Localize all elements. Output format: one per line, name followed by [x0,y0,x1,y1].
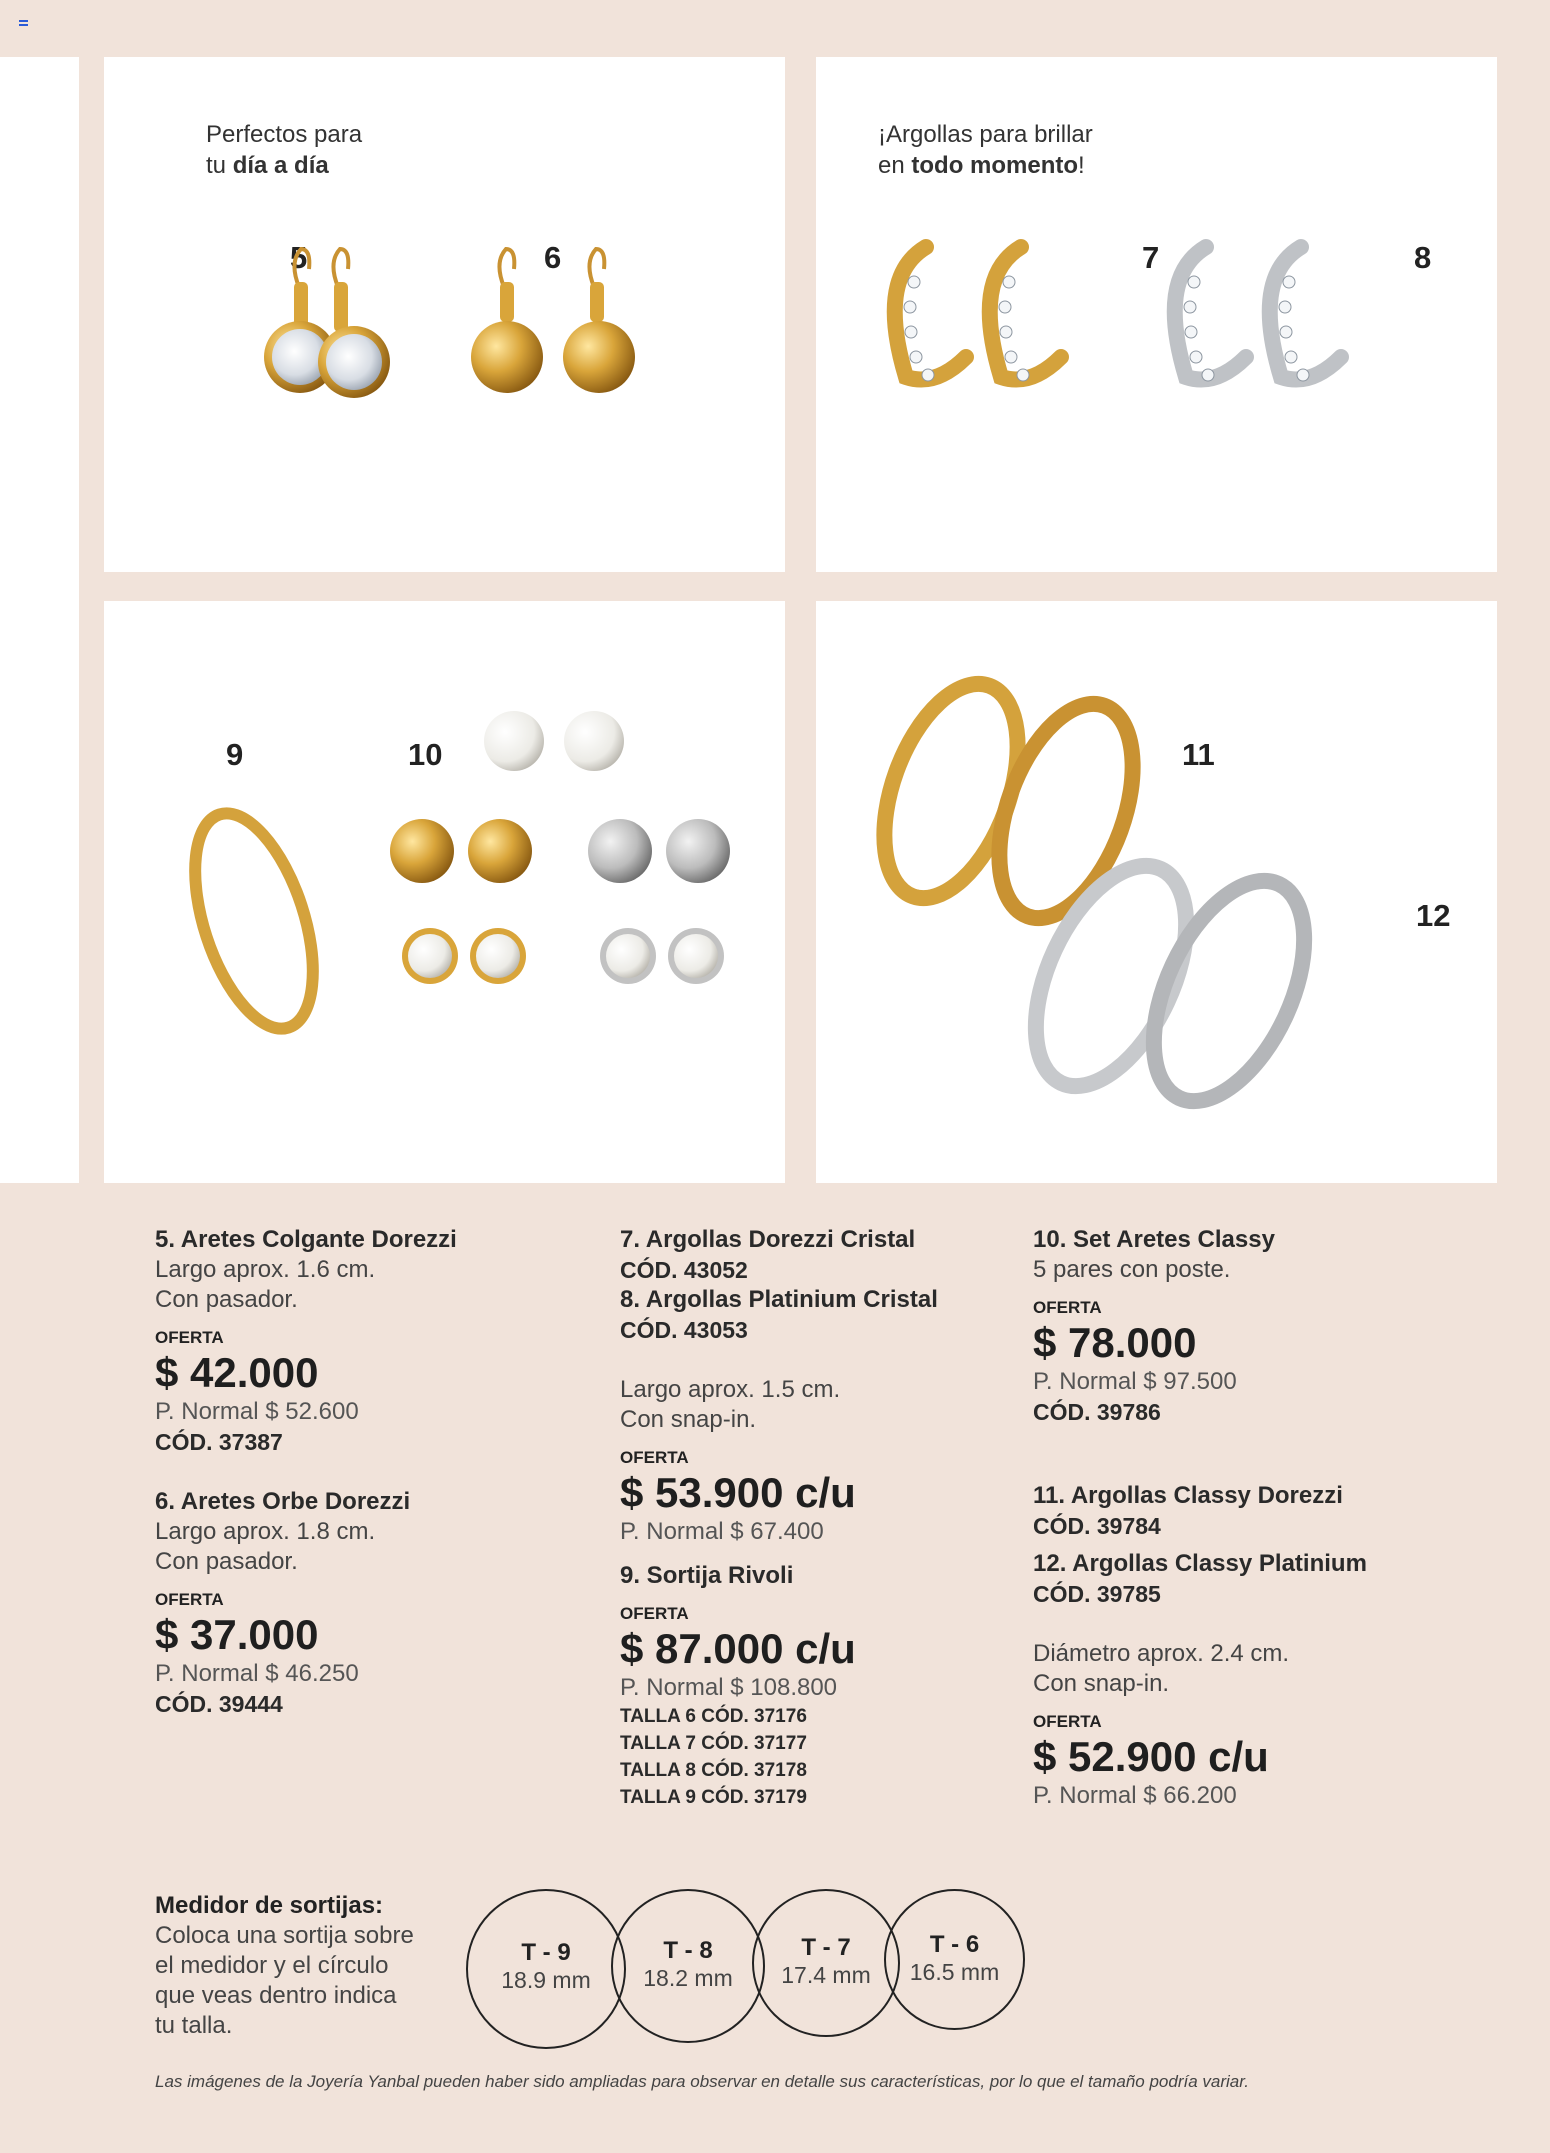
offer-price: $ 53.900 c/u [620,1469,856,1516]
normal-price: P. Normal $ 52.600 [155,1398,359,1425]
product-code: CÓD. 37387 [155,1429,283,1455]
product-panel-crystal-hoops [816,57,1497,572]
offer-label: OFERTA [620,1604,689,1623]
normal-price: P. Normal $ 66.200 [1033,1782,1237,1809]
product-name: 9. Sortija Rivoli [620,1562,794,1589]
size-code: TALLA 8 CÓD. 37178 [620,1760,807,1781]
product-desc: Largo aprox. 1.5 cm. [620,1376,841,1403]
size-code: TALLA 7 CÓD. 37177 [620,1733,807,1754]
product-desc: Con snap-in. [620,1406,757,1433]
size-code: TALLA 6 CÓD. 37176 [620,1706,807,1727]
product-number-9: 9 [226,737,244,772]
ring-size-circle-t8: T - 8 18.2 mm [611,1889,765,2043]
normal-price: P. Normal $ 97.500 [1033,1368,1237,1395]
product-desc: Con pasador. [155,1286,298,1313]
panel-headline: ¡Argollas para brillar en todo momento! [878,121,1093,179]
product-desc: Con snap-in. [1033,1670,1170,1697]
product-code: CÓD. 39784 [1033,1513,1161,1539]
product-name: 6. Aretes Orbe Dorezzi [155,1488,411,1515]
left-panel-edge [0,57,79,1183]
offer-price: $ 37.000 [155,1611,319,1658]
product-name: 10. Set Aretes Classy [1033,1226,1275,1253]
product-number-5: 5 [290,240,308,275]
menu-icon[interactable] [19,20,28,26]
product-desc: 5 pares con poste. [1033,1256,1231,1283]
earring-6-right [563,249,635,393]
product-desc: Largo aprox. 1.6 cm. [155,1256,376,1283]
product-code: CÓD. 39786 [1033,1399,1161,1425]
ring-size-circle-t7: T - 7 17.4 mm [752,1889,900,2037]
product-number-10: 10 [408,737,443,772]
ring-and-studs-image [104,601,785,1183]
earring-5-right [318,249,390,398]
offer-label: OFERTA [155,1590,224,1609]
disclaimer-footnote: Las imágenes de la Joyería Yanbal pueden haber sido ampliadas para observar en detalle sus características, por lo que el tamaño podría variar. [155,2072,1250,2091]
offer-price: $ 52.900 c/u [1033,1733,1269,1780]
product-name: 7. Argollas Dorezzi Cristal [620,1226,916,1253]
drop-earrings-image [104,57,785,572]
panel-headline: Perfectos para tu día a día [206,121,363,179]
ring-measurer-desc: Coloca una sortija sobre el medidor y el círculo que veas dentro indica tu talla. [155,1922,414,2039]
product-code: CÓD. 39785 [1033,1581,1161,1607]
product-code: CÓD. 43052 [620,1257,748,1283]
offer-price: $ 78.000 [1033,1319,1197,1366]
offer-label: OFERTA [1033,1298,1102,1317]
normal-price: P. Normal $ 67.400 [620,1518,824,1545]
ring-size-circle-t6: T - 6 16.5 mm [884,1889,1025,2030]
product-info-column-2 [620,1225,1000,1811]
product-number-6: 6 [544,240,562,275]
product-number-12: 12 [1416,898,1451,933]
size-code: TALLA 9 CÓD. 37179 [620,1787,807,1808]
ring-9 [172,799,336,1043]
product-desc: Largo aprox. 1.8 cm. [155,1518,376,1545]
product-number-11: 11 [1182,737,1215,772]
offer-price: $ 42.000 [155,1349,319,1396]
product-number-7: 7 [1142,240,1160,275]
ring-size-circle-t9: T - 9 18.9 mm [466,1889,626,2049]
product-desc: Diámetro aprox. 2.4 cm. [1033,1640,1290,1667]
earring-6-left [471,249,543,393]
ring-measurer-title: Medidor de sortijas: [155,1892,384,1919]
offer-label: OFERTA [620,1448,689,1467]
product-info-column-3 [1033,1225,1413,1811]
product-name: 12. Argollas Classy Platinium [1033,1550,1367,1577]
offer-price: $ 87.000 c/u [620,1625,856,1672]
normal-price: P. Normal $ 108.800 [620,1674,838,1701]
crystal-hoops-image [816,57,1497,572]
product-code: CÓD. 43053 [620,1317,748,1343]
offer-label: OFERTA [1033,1712,1102,1731]
product-panel-ring-and-studs [104,601,785,1183]
product-desc: Con pasador. [155,1548,298,1575]
product-name: 11. Argollas Classy Dorezzi [1033,1482,1343,1509]
product-info-column-1 [155,1225,535,1719]
normal-price: P. Normal $ 46.250 [155,1660,359,1687]
offer-label: OFERTA [155,1328,224,1347]
product-code: CÓD. 39444 [155,1691,283,1717]
product-panel-classy-hoops [816,601,1497,1183]
product-panel-daily-earrings [104,57,785,572]
product-name: 5. Aretes Colgante Dorezzi [155,1226,457,1253]
classy-hoops-image [816,601,1497,1183]
product-number-8: 8 [1414,240,1432,275]
product-name: 8. Argollas Platinium Cristal [620,1286,938,1313]
